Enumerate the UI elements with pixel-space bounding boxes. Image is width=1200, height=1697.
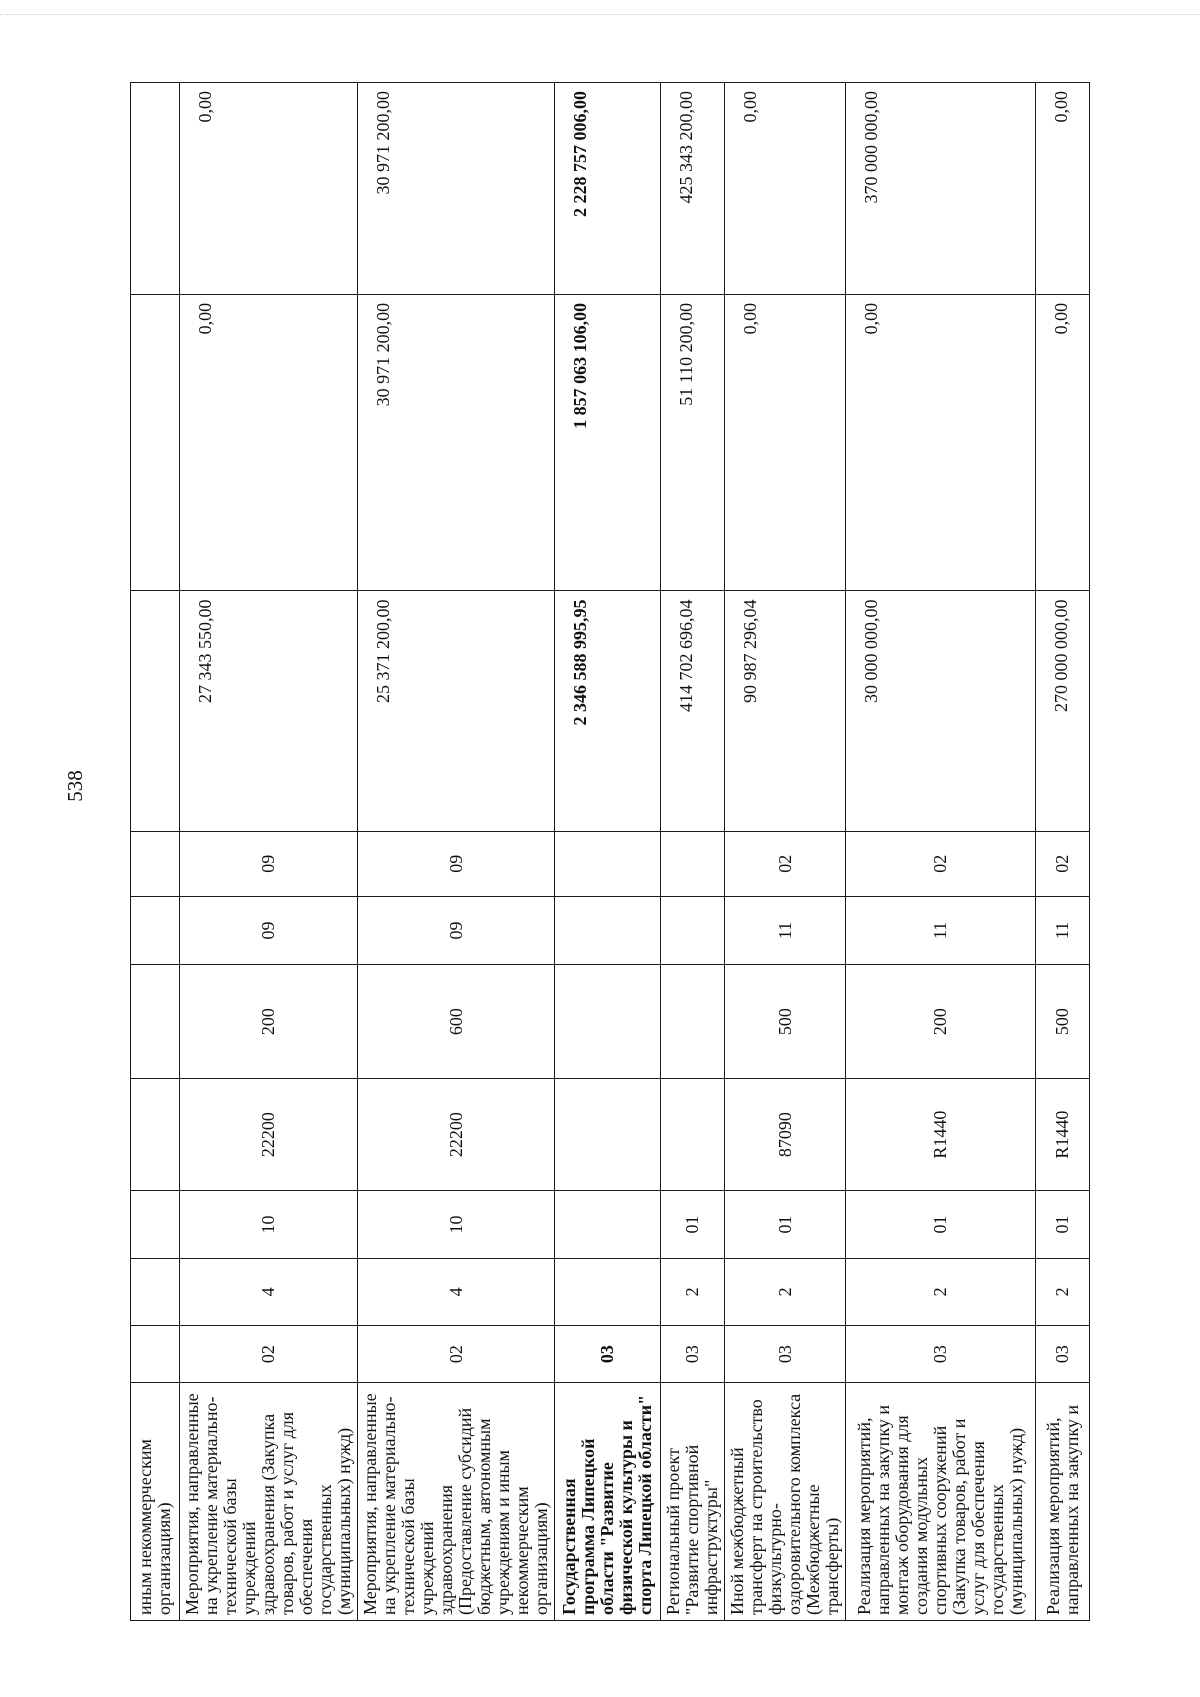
cell-description: Иной межбюджетный трансферт на строительство физкультурно-оздоровительного комплекса (Межбюджетные трансферты) — [725, 1383, 846, 1621]
table-row — [725, 83, 846, 1621]
page-number: 538 — [63, 770, 87, 802]
cell-code-2 — [131, 1258, 180, 1325]
cell-description: Мероприятия, направленные на укрепление материально-технической базы учреждений здравоохранения (Предоставление субсидий бюджетным, автономным учреждениям и иным некоммерческим организациям) — [358, 1383, 555, 1621]
cell-code-1: 03 — [846, 1325, 1036, 1383]
cell-amount-2: 0,00 — [1036, 294, 1090, 591]
cell-amount-3: 2 228 757 006,00 — [555, 83, 661, 295]
cell-code-6: 11 — [725, 896, 846, 964]
cell-code-4: 87090 — [725, 1079, 846, 1191]
cell-code-7: 09 — [358, 831, 555, 896]
cell-amount-2: 1 857 063 106,00 — [555, 294, 661, 591]
cell-code-7: 02 — [725, 831, 846, 896]
cell-amount-3: 0,00 — [180, 83, 358, 295]
table-row — [131, 83, 180, 1621]
cell-description: иным некоммерческим организациям) — [131, 1383, 180, 1621]
cell-amount-2: 0,00 — [725, 294, 846, 591]
cell-code-4 — [555, 1079, 661, 1191]
cell-code-5: 500 — [1036, 965, 1090, 1079]
cell-code-3: 10 — [358, 1190, 555, 1258]
cell-amount-1: 30 000 000,00 — [846, 591, 1036, 831]
cell-code-4: 22200 — [358, 1079, 555, 1191]
cell-code-4: R1440 — [1036, 1079, 1090, 1191]
cell-description: Государственная программа Липецкой области "Развитие физической культуры и спорта Липецкой области" — [555, 1383, 661, 1621]
budget-table — [130, 82, 1090, 1621]
cell-amount-1: 27 343 550,00 — [180, 591, 358, 831]
cell-code-5: 500 — [725, 965, 846, 1079]
cell-amount-3: 0,00 — [1036, 83, 1090, 295]
cell-amount-2: 0,00 — [180, 294, 358, 591]
cell-code-7: 02 — [846, 831, 1036, 896]
cell-code-1: 03 — [725, 1325, 846, 1383]
cell-code-5: 200 — [180, 965, 358, 1079]
cell-code-6: 09 — [180, 896, 358, 964]
cell-code-4 — [131, 1079, 180, 1191]
cell-code-7: 02 — [1036, 831, 1090, 896]
cell-amount-3: 30 971 200,00 — [358, 83, 555, 295]
cell-amount-1 — [131, 591, 180, 831]
cell-code-7 — [131, 831, 180, 896]
cell-description: Мероприятия, направленные на укрепление материально-технической базы учреждений здравоохранения (Закупка товаров, работ и услуг для обеспечения государственных (муниципальных) нужд) — [180, 1383, 358, 1621]
cell-description: Реализация мероприятий, направленных на закупку и — [1036, 1383, 1090, 1621]
cell-code-7 — [661, 831, 725, 896]
cell-code-6 — [661, 896, 725, 964]
cell-code-7 — [555, 831, 661, 896]
cell-code-4: 22200 — [180, 1079, 358, 1191]
cell-code-1 — [131, 1325, 180, 1383]
cell-code-2: 2 — [725, 1258, 846, 1325]
rotated-budget-table — [130, 82, 1101, 1621]
table-row — [1036, 83, 1090, 1621]
cell-amount-3: 0,00 — [725, 83, 846, 295]
cell-amount-1: 25 371 200,00 — [358, 591, 555, 831]
cell-amount-3: 370 000 000,00 — [846, 83, 1036, 295]
cell-description: Реализация мероприятий, направленных на закупку и монтаж оборудования для создания модульных спортивных сооружений (Закупка товаров, работ и услуг для обеспечения государственных (муниципальных) нужд) — [846, 1383, 1036, 1621]
table-row — [661, 83, 725, 1621]
cell-code-2: 2 — [1036, 1258, 1090, 1325]
cell-code-5 — [661, 965, 725, 1079]
cell-amount-1: 270 000 000,00 — [1036, 591, 1090, 831]
cell-amount-2: 0,00 — [846, 294, 1036, 591]
cell-amount-1: 90 987 296,04 — [725, 591, 846, 831]
cell-amount-1: 2 346 588 995,95 — [555, 591, 661, 831]
cell-code-5: 200 — [846, 965, 1036, 1079]
table-row — [358, 83, 555, 1621]
cell-code-1: 02 — [358, 1325, 555, 1383]
cell-code-7: 09 — [180, 831, 358, 896]
cell-code-6: 11 — [1036, 896, 1090, 964]
cell-code-4: R1440 — [846, 1079, 1036, 1191]
cell-code-3: 01 — [725, 1190, 846, 1258]
cell-code-2 — [555, 1258, 661, 1325]
cell-code-6 — [555, 896, 661, 964]
cell-code-6: 11 — [846, 896, 1036, 964]
cell-code-6 — [131, 896, 180, 964]
cell-code-2: 4 — [180, 1258, 358, 1325]
cell-code-1: 03 — [1036, 1325, 1090, 1383]
cell-code-1: 03 — [555, 1325, 661, 1383]
cell-code-3: 01 — [846, 1190, 1036, 1258]
cell-amount-1: 414 702 696,04 — [661, 591, 725, 831]
cell-code-2: 4 — [358, 1258, 555, 1325]
cell-code-5: 600 — [358, 965, 555, 1079]
cell-code-2: 2 — [846, 1258, 1036, 1325]
cell-code-2: 2 — [661, 1258, 725, 1325]
cell-description: Региональный проект "Развитие спортивной инфраструктуры" — [661, 1383, 725, 1621]
cell-code-1: 02 — [180, 1325, 358, 1383]
table-row — [846, 83, 1036, 1621]
cell-amount-2: 30 971 200,00 — [358, 294, 555, 591]
cell-code-6: 09 — [358, 896, 555, 964]
cell-code-5 — [555, 965, 661, 1079]
table-row — [180, 83, 358, 1621]
cell-code-3: 01 — [1036, 1190, 1090, 1258]
cell-amount-3 — [131, 83, 180, 295]
table-row-program-total — [555, 83, 661, 1621]
cell-code-4 — [661, 1079, 725, 1191]
cell-code-5 — [131, 965, 180, 1079]
cell-code-3 — [555, 1190, 661, 1258]
cell-amount-2 — [131, 294, 180, 591]
cell-amount-2: 51 110 200,00 — [661, 294, 725, 591]
cell-amount-3: 425 343 200,00 — [661, 83, 725, 295]
cell-code-3: 01 — [661, 1190, 725, 1258]
cell-code-1: 03 — [661, 1325, 725, 1383]
cell-code-3 — [131, 1190, 180, 1258]
table-body — [131, 83, 1090, 1621]
cell-code-3: 10 — [180, 1190, 358, 1258]
scan-edge-line — [0, 14, 1200, 15]
